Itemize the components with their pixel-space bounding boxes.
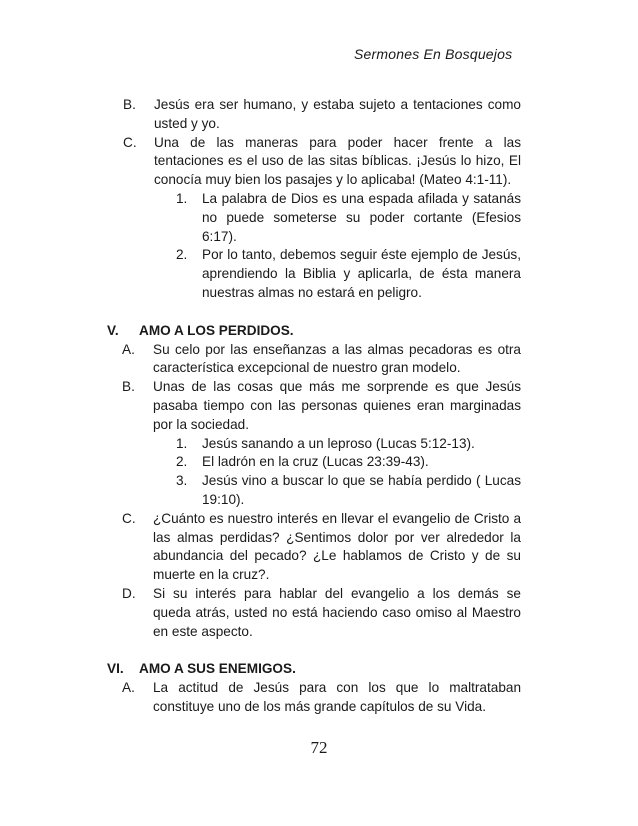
- outline-item-a: [107, 341, 521, 379]
- section-marker: V.: [107, 322, 119, 338]
- item-marker: D.: [122, 585, 136, 601]
- outline-subitem-2: [107, 246, 521, 302]
- outline-subitem-1: [107, 190, 521, 246]
- outline-item-d: [107, 585, 521, 641]
- item-marker: C.: [122, 510, 136, 526]
- item-marker: C.: [123, 134, 137, 150]
- section-heading: [107, 660, 521, 679]
- item-text: Jesús era ser humano, y estaba sujeto a tentaciones como usted y yo.: [154, 97, 521, 131]
- item-text: ¿Cuánto es nuestro interés en llevar el evangelio de Cristo a las almas perdidas? ¿Sentimos dolor por ver alrededor la abundancia del pecado? ¿Le hablamos de Cristo y de su muerte en la cruz?.: [153, 510, 521, 583]
- page-body: [107, 96, 521, 717]
- outline-subitem-1: [107, 435, 521, 454]
- item-text: El ladrón en la cruz (Lucas 23:39-43).: [202, 454, 429, 470]
- item-text: Su celo por las enseñanzas a las almas pecadoras es otra característica excepcional de nuestro gran modelo.: [153, 341, 521, 376]
- outline-item-c: [107, 134, 521, 190]
- item-marker: A.: [122, 341, 135, 357]
- item-marker: B.: [122, 379, 135, 395]
- item-marker: 1.: [176, 190, 188, 206]
- item-text: Si su interés para hablar del evangelio a los demás se queda atrás, usted no está haciendo caso omiso al Maestro en este aspecto.: [153, 585, 521, 639]
- item-marker: B.: [123, 97, 136, 112]
- item-marker: 3.: [176, 473, 188, 489]
- outline-subitem-2: [107, 453, 521, 472]
- section-title: AMO A LOS PERDIDOS.: [139, 322, 294, 338]
- outline-item-b: [107, 96, 521, 134]
- item-text: Una de las maneras para poder hacer frente a las tentaciones es el uso de las sitas bíblicas. ¡Jesús lo hizo, El conocía muy bien los pasajes y lo aplicaba! (Mateo 4:1-11).: [154, 134, 521, 188]
- item-marker: 2.: [176, 247, 188, 263]
- section-title: AMO A SUS ENEMIGOS.: [139, 661, 296, 677]
- item-text: Jesús vino a buscar lo que se había perdido ( Lucas 19:10).: [202, 473, 521, 507]
- page-number: 72: [310, 738, 328, 757]
- item-marker: A.: [122, 680, 135, 696]
- section-vi: [107, 660, 521, 716]
- section-marker: VI.: [107, 661, 124, 677]
- outline-subitem-3: [107, 472, 521, 510]
- item-text: Unas de las cosas que más me sorprende es que Jesús pasaba tiempo con las personas quienes eran marginadas por la sociedad.: [153, 379, 521, 432]
- item-text: La palabra de Dios es una espada afilada y satanás no puede someterse su poder cortante (Efesios 6:17).: [202, 190, 521, 244]
- item-text: La actitud de Jesús para con los que lo maltrataban constituye uno de los más grande capítulos de su Vida.: [153, 680, 521, 714]
- item-marker: 1.: [176, 435, 188, 451]
- outline-item-b: [107, 378, 521, 434]
- running-header: Sermones En Bosquejos: [354, 46, 513, 62]
- outline-item-c: [107, 510, 521, 585]
- outline-item-a: [107, 679, 521, 717]
- section-v: [107, 322, 521, 642]
- item-text: Por lo tanto, debemos seguir éste ejemplo de Jesús, aprendiendo la Biblia y aplicarla, de ésta manera nuestras almas no estará en peligro.: [202, 247, 521, 300]
- item-text: Jesús sanando a un leproso (Lucas 5:12-13).: [202, 435, 475, 451]
- item-marker: 2.: [176, 454, 188, 470]
- section-heading: [107, 322, 521, 341]
